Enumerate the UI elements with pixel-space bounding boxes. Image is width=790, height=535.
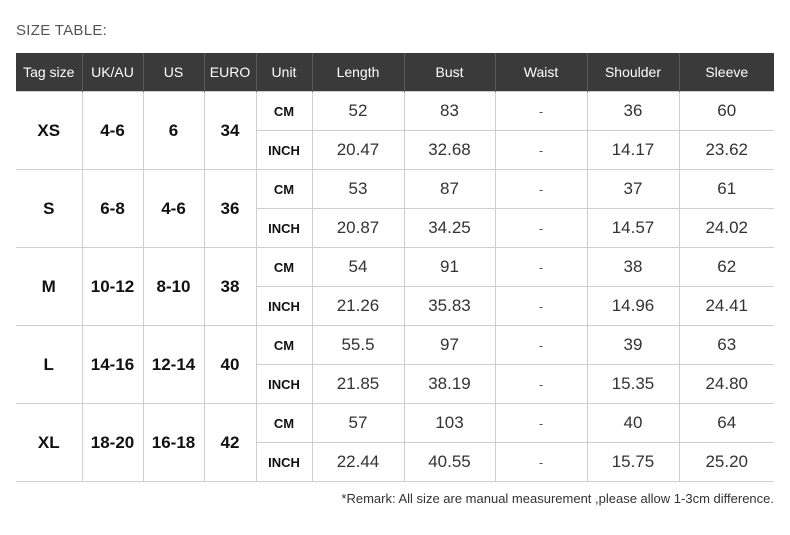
bust-cell: 103 [404,404,495,443]
sleeve-cell: 23.62 [679,131,774,170]
bust-cell: 40.55 [404,443,495,482]
size-table-title: SIZE TABLE: [16,22,108,39]
header-us: US [143,53,204,92]
waist-cell: - [495,365,587,404]
sleeve-cell: 24.41 [679,287,774,326]
table-row [16,326,774,365]
us-cell: 4-6 [143,170,204,248]
length-cell: 20.87 [312,209,404,248]
sleeve-cell: 24.80 [679,365,774,404]
waist-cell: - [495,92,587,131]
unit-cell: CM [256,92,312,131]
length-cell: 20.47 [312,131,404,170]
unit-cell: CM [256,326,312,365]
header-waist: Waist [495,53,587,92]
length-cell: 52 [312,92,404,131]
table-body [16,92,774,482]
shoulder-cell: 14.17 [587,131,679,170]
waist-cell: - [495,404,587,443]
table-header-row [16,53,774,92]
header-tag-size: Tag size [16,53,82,92]
length-cell: 22.44 [312,443,404,482]
waist-cell: - [495,443,587,482]
bust-cell: 35.83 [404,287,495,326]
sleeve-cell: 61 [679,170,774,209]
shoulder-cell: 15.75 [587,443,679,482]
length-cell: 57 [312,404,404,443]
unit-cell: CM [256,404,312,443]
remark-note: *Remark: All size are manual measurement ,please allow 1-3cm difference. [341,491,774,506]
unit-cell: INCH [256,287,312,326]
header-shoulder: Shoulder [587,53,679,92]
us-cell: 6 [143,92,204,170]
uk-au-cell: 6-8 [82,170,143,248]
unit-cell: INCH [256,365,312,404]
waist-cell: - [495,209,587,248]
table-row [16,92,774,131]
sleeve-cell: 25.20 [679,443,774,482]
uk-au-cell: 18-20 [82,404,143,482]
unit-cell: INCH [256,131,312,170]
euro-cell: 38 [204,248,256,326]
header-uk-au: UK/AU [82,53,143,92]
unit-cell: CM [256,170,312,209]
header-sleeve: Sleeve [679,53,774,92]
unit-cell: CM [256,248,312,287]
bust-cell: 91 [404,248,495,287]
table-row [16,404,774,443]
waist-cell: - [495,170,587,209]
uk-au-cell: 4-6 [82,92,143,170]
shoulder-cell: 15.35 [587,365,679,404]
tag-size-cell: XL [16,404,82,482]
waist-cell: - [495,326,587,365]
header-unit: Unit [256,53,312,92]
sleeve-cell: 60 [679,92,774,131]
shoulder-cell: 37 [587,170,679,209]
sleeve-cell: 63 [679,326,774,365]
header-length: Length [312,53,404,92]
bust-cell: 83 [404,92,495,131]
waist-cell: - [495,287,587,326]
bust-cell: 38.19 [404,365,495,404]
shoulder-cell: 40 [587,404,679,443]
bust-cell: 87 [404,170,495,209]
shoulder-cell: 36 [587,92,679,131]
euro-cell: 42 [204,404,256,482]
length-cell: 21.26 [312,287,404,326]
waist-cell: - [495,248,587,287]
bust-cell: 34.25 [404,209,495,248]
us-cell: 16-18 [143,404,204,482]
uk-au-cell: 14-16 [82,326,143,404]
header-bust: Bust [404,53,495,92]
table-row [16,248,774,287]
header-euro: EURO [204,53,256,92]
sleeve-cell: 64 [679,404,774,443]
us-cell: 8-10 [143,248,204,326]
tag-size-cell: XS [16,92,82,170]
bust-cell: 97 [404,326,495,365]
unit-cell: INCH [256,209,312,248]
length-cell: 53 [312,170,404,209]
unit-cell: INCH [256,443,312,482]
us-cell: 12-14 [143,326,204,404]
tag-size-cell: L [16,326,82,404]
length-cell: 21.85 [312,365,404,404]
shoulder-cell: 14.96 [587,287,679,326]
sleeve-cell: 24.02 [679,209,774,248]
tag-size-cell: S [16,170,82,248]
length-cell: 54 [312,248,404,287]
length-cell: 55.5 [312,326,404,365]
waist-cell: - [495,131,587,170]
size-table [16,53,774,482]
sleeve-cell: 62 [679,248,774,287]
uk-au-cell: 10-12 [82,248,143,326]
shoulder-cell: 14.57 [587,209,679,248]
table-row [16,170,774,209]
shoulder-cell: 38 [587,248,679,287]
bust-cell: 32.68 [404,131,495,170]
euro-cell: 36 [204,170,256,248]
tag-size-cell: M [16,248,82,326]
shoulder-cell: 39 [587,326,679,365]
euro-cell: 40 [204,326,256,404]
euro-cell: 34 [204,92,256,170]
